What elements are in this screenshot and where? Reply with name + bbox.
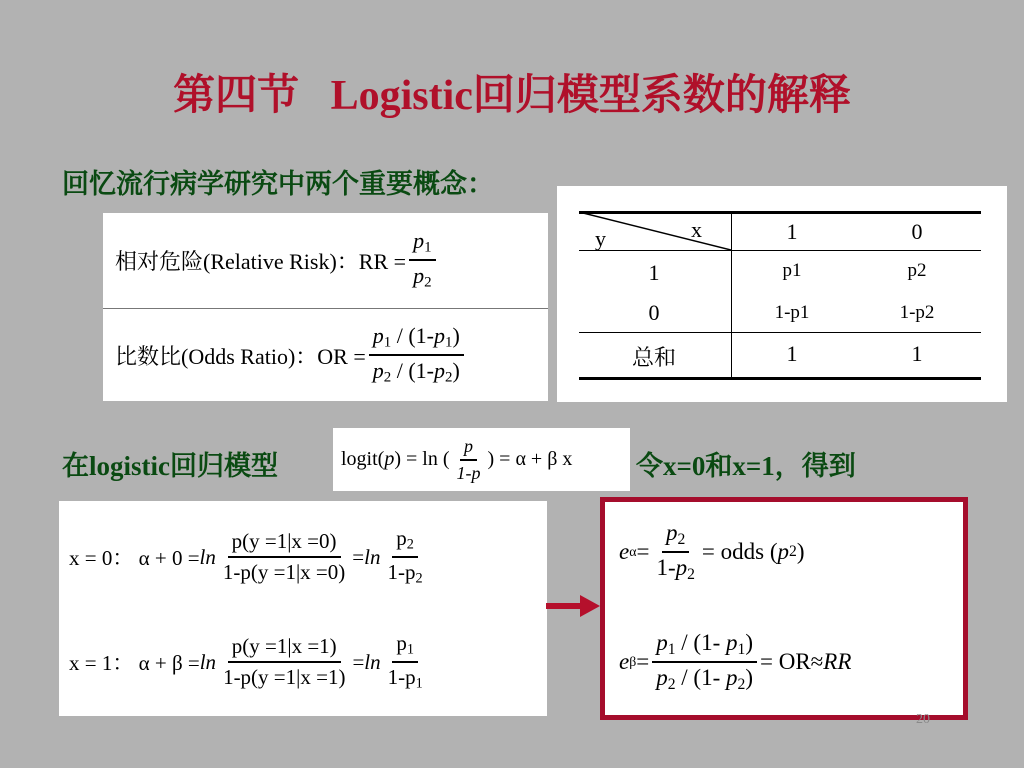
logit-intro: 在logistic回归模型 — [62, 451, 278, 481]
x0-p2-fraction: $\frac{p_2}{1-p_2}$ — [387, 526, 423, 587]
logit-outro: 令x=0和x=1，得到 — [636, 451, 856, 481]
result-alpha: e α = $\frac{p_2}{1-p_2}$ = odds ( p 2 ) — [619, 520, 805, 583]
x0-odds-fraction: $\frac{p(y =1|x =0)}{1-p(y =1|x =0)}$ — [222, 529, 346, 584]
table-cell: 1 — [786, 341, 798, 366]
rr-fraction: $\frac{p_1}{p_2}$ — [409, 228, 435, 291]
or-definition — [103, 308, 548, 401]
beta-fraction: $\frac{p_1 / (1- p_1)}{p_2 / (1- p_2)}$ — [652, 630, 757, 694]
row-label: 总和 — [631, 345, 676, 370]
col-header: 0 — [911, 219, 923, 244]
page-number: 20 — [916, 712, 930, 727]
rr-label: 相对危险(Relative Risk)：RR = — [115, 248, 407, 274]
row-label: 1 — [648, 260, 660, 285]
table-cell: p1 — [782, 260, 802, 281]
table-bottom-rule — [579, 377, 981, 380]
x1-odds-fraction: $\frac{p(y =1|x =1)}{1-p(y =1|x =1)}$ — [223, 634, 346, 689]
definitions-box — [103, 213, 548, 401]
right-arrow-icon — [546, 594, 602, 618]
table-cell: p2 — [907, 260, 927, 281]
alpha-fraction: $\frac{p_2}{1-p_2}$ — [656, 520, 695, 583]
table-cell: 1 — [911, 341, 923, 366]
or-label: 比数比(Odds Ratio)：OR = — [115, 343, 366, 369]
derivation-x1: x = 1： α + β = ln $\frac{p(y =1|x =1)}{1-p(y =1|x =1)}$ = ln $\frac{p_1}{1-p_1}$ — [69, 614, 430, 710]
table-cell: 1-p2 — [899, 302, 935, 323]
intro-text: 回忆流行病学研究中两个重要概念： — [62, 169, 494, 199]
or-fraction: $\frac{p_1 / (1-p_1)}{p_2 / (1-p_2)}$ — [369, 323, 464, 386]
header-y: y — [595, 226, 606, 251]
table-header-rule — [579, 250, 981, 251]
table-cell: 1-p1 — [774, 302, 810, 323]
page-title: 第四节 Logistic回归模型系数的解释 — [173, 73, 851, 119]
table-total-rule — [579, 332, 981, 333]
row-label: 0 — [648, 300, 660, 325]
col-header: 1 — [786, 219, 798, 244]
header-x: x — [691, 217, 702, 242]
derivation-box — [59, 501, 547, 716]
derivation-x0: x = 0： α + 0 = ln $\frac{p(y =1|x =0)}{1-p(y =1|x =0)}$ = ln $\frac{p_2}{1-p_2}$ — [69, 511, 430, 603]
result-box — [600, 497, 968, 720]
table-vertical-rule — [731, 211, 732, 379]
logit-formula: logit( p ) = ln ( $\frac{p}{1-p}$ ) = α + β x — [333, 428, 630, 491]
logit-fraction: $\frac{p}{1-p}$ — [456, 435, 481, 483]
result-beta: e β = $\frac{p_1 / (1- p_1)}{p_2 / (1- p_2)}$ = OR≈ RR — [619, 630, 852, 693]
contingency-table — [557, 186, 1007, 402]
rr-definition — [103, 213, 548, 307]
x1-p1-fraction: $\frac{p_1}{1-p_1}$ — [387, 631, 423, 692]
